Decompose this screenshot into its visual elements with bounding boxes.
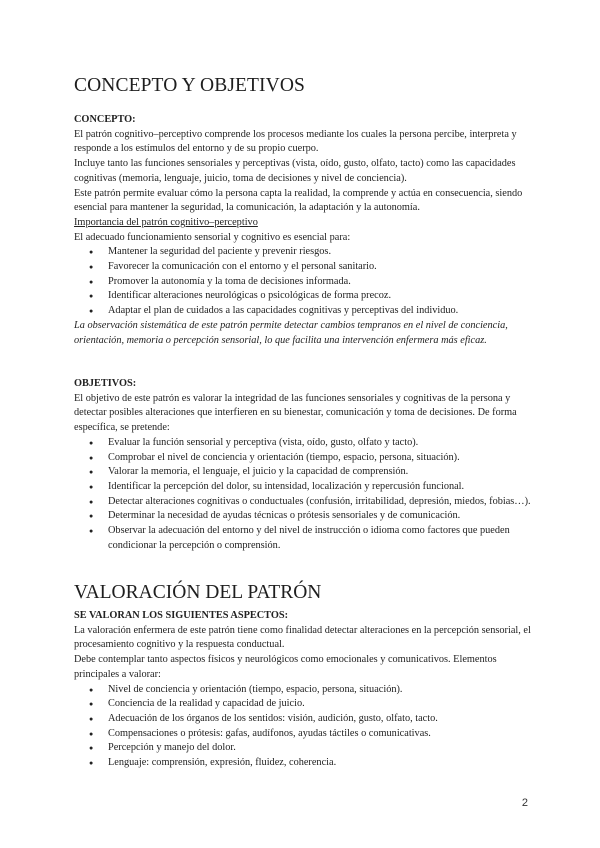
importancia-heading: Importancia del patrón cognitivo–perceptivo (74, 216, 258, 228)
list-item: ● Nivel de conciencia y orientación (tiempo, espacio, persona, situación). (74, 683, 534, 698)
list-item: ● Detectar alteraciones cognitivas o conductuales (confusión, irritabilidad, depresión, miedos, fobias…). (74, 495, 534, 510)
valoracion-paragraph: La valoración enfermera de este patrón tiene como finalidad detectar alteraciones en la percepción sensorial, el procesamiento cognitivo y la respuesta conductual. (74, 624, 531, 651)
list-item: ● Comprobar el nivel de conciencia y orientación (tiempo, espacio, persona, situación). (74, 451, 534, 466)
aspectos-label: SE VALORAN LOS SIGUIENTES ASPECTOS: (74, 610, 289, 621)
importancia-intro: El adecuado funcionamiento sensorial y cognitivo es esencial para: (74, 231, 351, 243)
objetivos-intro: El objetivo de este patrón es valorar la integridad de las funciones sensoriales y cognitivas de la persona y detectar posibles alteraciones que interfieren en su bienestar, comunicación y toma de decisiones. De forma específica, se pretende: (74, 392, 517, 434)
valoracion-section (74, 609, 534, 771)
objetivos-section (74, 377, 534, 553)
objetivos-label: OBJETIVOS: (74, 378, 137, 389)
concepto-label: CONCEPTO: (74, 114, 136, 125)
list-item: ● Valorar la memoria, el lenguaje, el juicio y la capacidad de comprensión. (74, 465, 534, 480)
list-item: ● Adecuación de los órganos de los sentidos: visión, audición, gusto, olfato, tacto. (74, 712, 534, 727)
list-item: ● Conciencia de la realidad y capacidad de juicio. (74, 697, 534, 712)
concepto-paragraph: El patrón cognitivo–perceptivo comprende los procesos mediante los cuales la persona percibe, interpreta y responde a los estímulos del entorno y de su propio cuerpo. (74, 128, 517, 155)
valoracion-list (74, 683, 534, 771)
page-number: 2 (521, 797, 528, 809)
list-item: ● Promover la autonomía y la toma de decisiones informada. (74, 275, 534, 290)
list-item: ● Identificar la percepción del dolor, su intensidad, localización y repercusión funcional. (74, 480, 534, 495)
list-item: ● Observar la adecuación del entorno y del nivel de instrucción o idioma como factores que pueden condicionar la percepción o comprensión. (74, 524, 534, 553)
concepto-paragraph: Este patrón permite evaluar cómo la persona capta la realidad, la comprende y actúa en consecuencia, siendo esencial para mantener la seguridad, la comunicación, la adaptación y la autonomía. (74, 187, 523, 214)
concepto-section (74, 113, 534, 348)
list-item: ● Favorecer la comunicación con el entorno y el personal sanitario. (74, 260, 534, 275)
list-item: ● Mantener la seguridad del paciente y prevenir riesgos. (74, 245, 534, 260)
importancia-note: La observación sistemática de este patrón permite detectar cambios tempranos en el nivel de conciencia, orientación, memoria o percepción sensorial, lo que facilita una intervención enfermera más eficaz. (74, 319, 508, 346)
objetivos-list (74, 436, 534, 554)
list-item: ● Identificar alteraciones neurológicas o psicológicas de forma precoz. (74, 289, 534, 304)
list-item: ● Percepción y manejo del dolor. (74, 741, 534, 756)
importancia-list (74, 245, 534, 319)
list-item: ● Lenguaje: comprensión, expresión, fluidez, coherencia. (74, 756, 534, 771)
section-title-concepto-objetivos: CONCEPTO Y OBJETIVOS (74, 75, 305, 96)
list-item: ● Determinar la necesidad de ayudas técnicas o prótesis sensoriales y de comunicación. (74, 509, 534, 524)
concepto-paragraph: Incluye tanto las funciones sensoriales y perceptivas (vista, oído, gusto, olfato, tacto) como las capacidades cognitivas (memoria, lenguaje, juicio, toma de decisiones y nivel de conciencia). (74, 158, 516, 184)
list-item: ● Compensaciones o prótesis: gafas, audífonos, ayudas táctiles o comunicativas. (74, 727, 534, 742)
list-item: ● Evaluar la función sensorial y perceptiva (vista, oído, gusto, olfato y tacto). (74, 436, 534, 451)
valoracion-paragraph: Debe contemplar tanto aspectos físicos y neurológicos como emocionales y comunicativos. Elementos principales a valorar: (74, 654, 497, 680)
list-item: ● Adaptar el plan de cuidados a las capacidades cognitivas y perceptivas del individuo. (74, 304, 534, 319)
section-title-valoracion: VALORACIÓN DEL PATRÓN (74, 582, 322, 603)
